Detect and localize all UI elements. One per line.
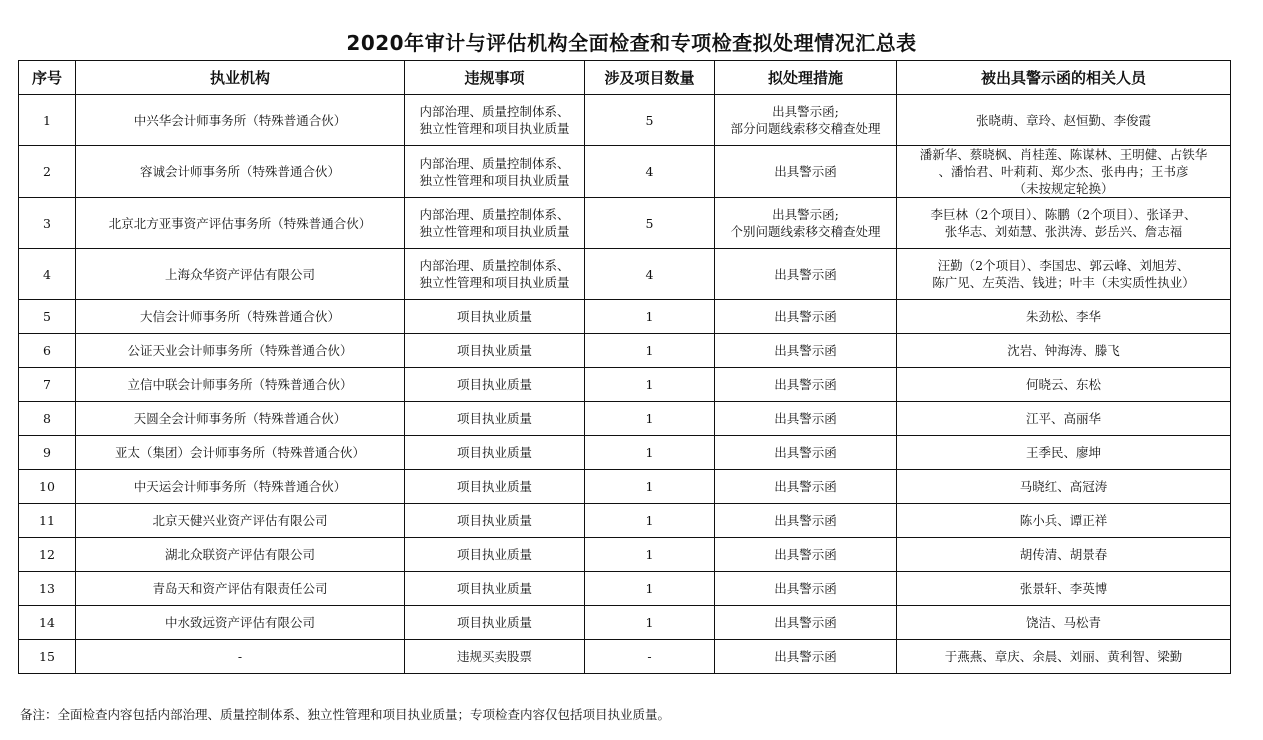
cell-measure <box>715 436 897 470</box>
cell-measure <box>715 368 897 402</box>
cell-measure <box>715 538 897 572</box>
cell-project-count: 4 <box>585 146 715 198</box>
cell-organization: 北京天健兴业资产评估有限公司 <box>76 504 405 538</box>
cell-organization: 湖北众联资产评估有限公司 <box>76 538 405 572</box>
page-title: 2020年审计与评估机构全面检查和专项检查拟处理情况汇总表 <box>346 31 917 55</box>
person-line: （未按规定轮换） <box>1013 181 1114 196</box>
person-line: 潘新华、蔡晓枫、肖桂莲、陈谋林、王明健、占铁华 <box>919 147 1208 162</box>
table-row <box>19 606 1231 640</box>
table-row <box>19 300 1231 334</box>
table-row <box>19 470 1231 504</box>
cell-measure <box>715 198 897 249</box>
table-row <box>19 146 1231 198</box>
measure-line: 个别问题线索移交稽查处理 <box>730 224 881 239</box>
violation-line: 独立性管理和项目执业质量 <box>419 172 570 188</box>
violation-line: 内部治理、质量控制体系、 <box>419 104 570 119</box>
cell-index: 13 <box>19 572 76 606</box>
person-line: 马晓红、高冠涛 <box>1019 479 1108 494</box>
cell-persons <box>897 334 1231 368</box>
measure-line: 出具警示函 <box>774 343 837 358</box>
cell-persons <box>897 606 1231 640</box>
person-line: 胡传清、胡景春 <box>1019 547 1108 562</box>
violation-line: 独立性管理和项目执业质量 <box>419 121 570 136</box>
cell-index: 10 <box>19 470 76 504</box>
cell-organization: 北京北方亚事资产评估事务所（特殊普通合伙） <box>76 198 405 249</box>
cell-persons <box>897 402 1231 436</box>
cell-index: 1 <box>19 95 76 146</box>
cell-persons <box>897 470 1231 504</box>
cell-violation <box>405 606 585 640</box>
cell-index: 5 <box>19 300 76 334</box>
violation-line: 项目执业质量 <box>456 445 532 460</box>
measure-line: 出具警示函 <box>774 377 837 392</box>
cell-index: 4 <box>19 249 76 300</box>
table-row <box>19 436 1231 470</box>
cell-violation <box>405 504 585 538</box>
table-row <box>19 640 1231 674</box>
cell-organization: 公证天业会计师事务所（特殊普通合伙） <box>76 334 405 368</box>
cell-violation <box>405 402 585 436</box>
violation-line: 项目执业质量 <box>456 377 532 392</box>
cell-index: 12 <box>19 538 76 572</box>
person-line: 、潘怡君、叶莉莉、郑少杰、张冉冉；王书彦 <box>938 164 1189 179</box>
cell-organization: 亚太（集团）会计师事务所（特殊普通合伙） <box>76 436 405 470</box>
measure-line: 部分问题线索移交稽查处理 <box>730 121 881 136</box>
violation-line: 项目执业质量 <box>456 309 532 324</box>
cell-project-count: 1 <box>585 368 715 402</box>
cell-organization: 立信中联会计师事务所（特殊普通合伙） <box>76 368 405 402</box>
cell-persons <box>897 368 1231 402</box>
cell-persons <box>897 198 1231 249</box>
table-row <box>19 538 1231 572</box>
person-line: 饶洁、马松青 <box>1025 615 1101 630</box>
cell-index: 15 <box>19 640 76 674</box>
cell-persons <box>897 300 1231 334</box>
cell-index: 14 <box>19 606 76 640</box>
cell-measure <box>715 334 897 368</box>
table-row <box>19 572 1231 606</box>
table-row <box>19 368 1231 402</box>
cell-organization: - <box>76 640 405 674</box>
measure-line: 出具警示函 <box>774 479 837 494</box>
cell-measure <box>715 606 897 640</box>
cell-organization: 中水致远资产评估有限公司 <box>76 606 405 640</box>
cell-measure <box>715 95 897 146</box>
cell-violation <box>405 368 585 402</box>
cell-persons <box>897 504 1231 538</box>
cell-organization: 上海众华资产评估有限公司 <box>76 249 405 300</box>
cell-measure <box>715 146 897 198</box>
person-line: 朱劲松、李华 <box>1025 309 1101 324</box>
cell-violation <box>405 470 585 504</box>
cell-violation <box>405 572 585 606</box>
cell-project-count: 1 <box>585 402 715 436</box>
measure-line: 出具警示函 <box>774 513 837 528</box>
cell-violation <box>405 640 585 674</box>
cell-measure <box>715 640 897 674</box>
cell-measure <box>715 300 897 334</box>
cell-measure <box>715 402 897 436</box>
violation-line: 项目执业质量 <box>456 615 532 630</box>
table-row <box>19 504 1231 538</box>
cell-project-count: 1 <box>585 606 715 640</box>
cell-persons <box>897 538 1231 572</box>
measure-line: 出具警示函; <box>772 207 839 222</box>
violation-line: 违规买卖股票 <box>456 649 532 664</box>
header-measure: 拟处理措施 <box>715 61 897 95</box>
header-project-count: 涉及项目数量 <box>585 61 715 95</box>
cell-organization: 容诚会计师事务所（特殊普通合伙） <box>76 146 405 198</box>
table-header-row <box>19 61 1231 95</box>
measure-line: 出具警示函 <box>774 411 837 426</box>
table-row <box>19 198 1231 249</box>
table-body <box>19 95 1231 674</box>
person-line: 陈广见、左英浩、钱进；叶丰（未实质性执业） <box>932 275 1195 290</box>
cell-persons <box>897 146 1231 198</box>
measure-line: 出具警示函 <box>774 164 837 179</box>
cell-index: 8 <box>19 402 76 436</box>
measure-line: 出具警示函 <box>774 547 837 562</box>
violation-line: 项目执业质量 <box>456 581 532 596</box>
violation-line: 独立性管理和项目执业质量 <box>419 275 570 290</box>
header-violation: 违规事项 <box>405 61 585 95</box>
cell-violation <box>405 538 585 572</box>
violation-line: 项目执业质量 <box>456 479 532 494</box>
measure-line: 出具警示函 <box>774 581 837 596</box>
cell-violation <box>405 334 585 368</box>
measure-line: 出具警示函 <box>774 649 837 664</box>
person-line: 何晓云、东松 <box>1025 377 1101 392</box>
violation-line: 项目执业质量 <box>456 513 532 528</box>
header-organization: 执业机构 <box>76 61 405 95</box>
table-row <box>19 334 1231 368</box>
table-row <box>19 402 1231 436</box>
cell-measure <box>715 572 897 606</box>
person-line: 李巨林（2个项目）、陈鹏（2个项目）、张译尹、 <box>930 207 1197 222</box>
cell-organization: 中兴华会计师事务所（特殊普通合伙） <box>76 95 405 146</box>
cell-violation <box>405 436 585 470</box>
violation-line: 内部治理、质量控制体系、 <box>419 207 570 222</box>
cell-index: 11 <box>19 504 76 538</box>
person-line: 沈岩、钟海涛、滕飞 <box>1007 343 1120 358</box>
measure-line: 出具警示函; <box>772 104 839 119</box>
cell-project-count: 1 <box>585 300 715 334</box>
violation-line: 内部治理、质量控制体系、 <box>419 258 570 273</box>
cell-index: 7 <box>19 368 76 402</box>
cell-project-count: 5 <box>585 198 715 249</box>
cell-index: 2 <box>19 146 76 198</box>
cell-project-count: 1 <box>585 538 715 572</box>
cell-persons <box>897 640 1231 674</box>
cell-violation <box>405 198 585 249</box>
cell-violation <box>405 146 585 198</box>
violation-line: 独立性管理和项目执业质量 <box>419 224 570 239</box>
measure-line: 出具警示函 <box>774 266 837 282</box>
violation-line: 项目执业质量 <box>456 547 532 562</box>
summary-table <box>18 60 1231 674</box>
cell-violation <box>405 300 585 334</box>
violation-line: 项目执业质量 <box>456 343 532 358</box>
measure-line: 出具警示函 <box>774 445 837 460</box>
violation-line: 项目执业质量 <box>456 411 532 426</box>
cell-organization: 大信会计师事务所（特殊普通合伙） <box>76 300 405 334</box>
cell-project-count: 5 <box>585 95 715 146</box>
cell-persons <box>897 572 1231 606</box>
cell-project-count: 1 <box>585 470 715 504</box>
cell-organization: 天圆全会计师事务所（特殊普通合伙） <box>76 402 405 436</box>
cell-project-count: 1 <box>585 504 715 538</box>
person-line: 陈小兵、谭正祥 <box>1019 513 1108 528</box>
header-index: 序号 <box>19 61 76 95</box>
cell-project-count: 1 <box>585 334 715 368</box>
cell-violation <box>405 95 585 146</box>
cell-project-count: 4 <box>585 249 715 300</box>
table-row <box>19 95 1231 146</box>
cell-persons <box>897 95 1231 146</box>
cell-organization: 中天运会计师事务所（特殊普通合伙） <box>76 470 405 504</box>
cell-index: 6 <box>19 334 76 368</box>
cell-measure <box>715 249 897 300</box>
person-line: 于燕燕、章庆、余晨、刘丽、黄利智、梁勤 <box>944 649 1183 664</box>
person-line: 张景轩、李英博 <box>1019 581 1108 596</box>
cell-project-count: - <box>585 640 715 674</box>
person-line: 张晓萌、章玲、赵恒勤、李俊霞 <box>975 112 1151 128</box>
person-line: 张华志、刘茹慧、张洪涛、彭岳兴、詹志福 <box>944 224 1183 239</box>
person-line: 王季民、廖坤 <box>1025 445 1101 460</box>
cell-measure <box>715 504 897 538</box>
cell-persons <box>897 249 1231 300</box>
cell-index: 9 <box>19 436 76 470</box>
cell-organization: 青岛天和资产评估有限责任公司 <box>76 572 405 606</box>
person-line: 汪勤（2个项目）、李国忠、郭云峰、刘旭芳、 <box>937 258 1190 273</box>
cell-project-count: 1 <box>585 436 715 470</box>
cell-index: 3 <box>19 198 76 249</box>
measure-line: 出具警示函 <box>774 309 837 324</box>
violation-line: 内部治理、质量控制体系、 <box>419 155 570 171</box>
cell-measure <box>715 470 897 504</box>
cell-project-count: 1 <box>585 572 715 606</box>
cell-violation <box>405 249 585 300</box>
header-persons: 被出具警示函的相关人员 <box>897 61 1231 95</box>
measure-line: 出具警示函 <box>774 615 837 630</box>
person-line: 江平、高丽华 <box>1025 411 1101 426</box>
footnote: 备注：全面检查内容包括内部治理、质量控制体系、独立性管理和项目执业质量；专项检查内容仅包括项目执业质量。 <box>20 707 671 722</box>
cell-persons <box>897 436 1231 470</box>
table-row <box>19 249 1231 300</box>
